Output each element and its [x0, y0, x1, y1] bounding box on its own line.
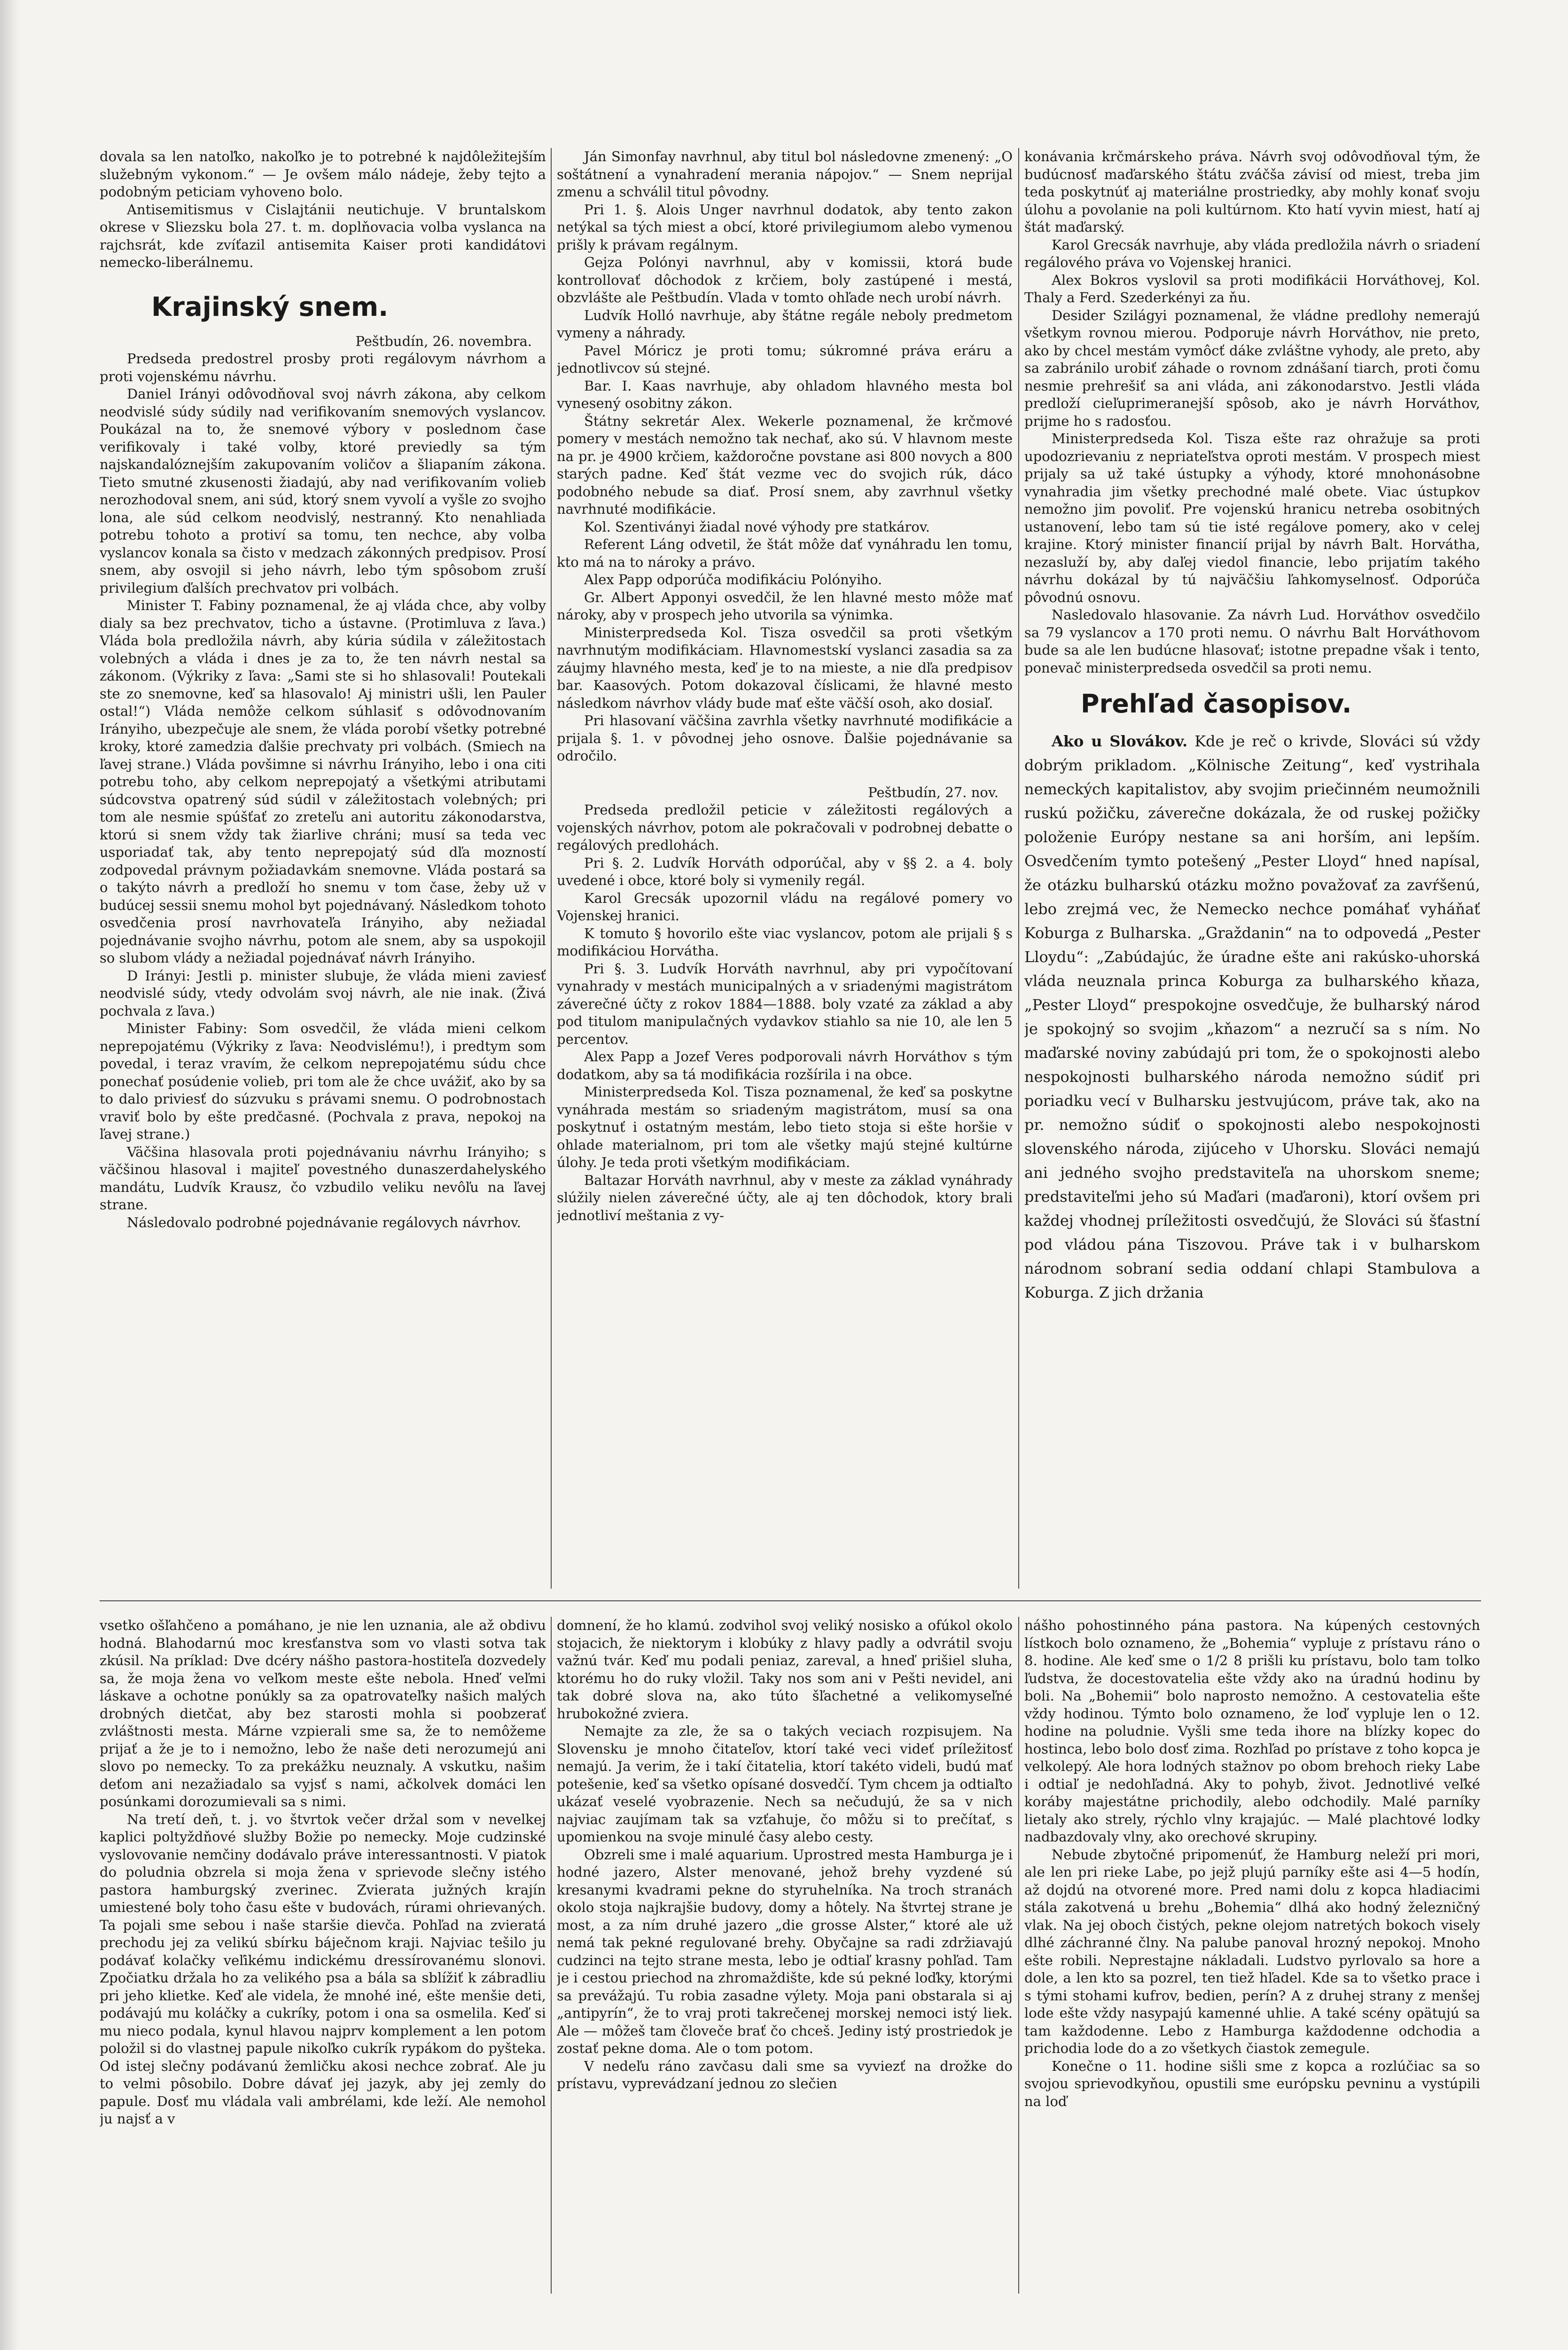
article-paragraph: Predseda predostrel prosby proti regálovym návrhom a proti vojenskému návrhu. — [100, 351, 546, 384]
antisemitism-paragraph: Antisemitismus v Cislajtánii neutichuje. V bruntalskom okrese v Sliezsku bola 27. t. m. doplňovacia volba vyslanca na rajchsrát, kde zvíťazil antisemita Kaiser proti kandidátovi nemecko-liberálnemu. — [100, 201, 546, 270]
article-paragraph: nášho pohostinného pána pastora. Na kúpených cestovných lístkoch bolo oznameno, že „Bohemia“ vypluje z prístavu ráno o 8. hodine. Ale keď sme o 1/2 8 prišli ku prístavu, bolo tam tolko ľudstva, že docestovatelia ešte vždy ako na úradnú hodinu by boli. Na „Bohemii“ bolo naprosto nemožno. A cestovatelia ešte vždy hodinou. Týmto bolo oznameno, že loď vypluje len o 12. hodine na poludnie. Vyšli sme teda ihore na blízky kopec do hostinca, lebo bolo dosť zima. Rozhľad po prístave z toho kopca je velkolepý. Ale hora lodných stažnov po obom brehoch rieky Labe i odtiaľ je nedohľadná. Aky to pohyb, život. Jednotlivé veľké koráby majestátne prichodily, alebo odchodily. Malé parníky lietaly ako strely, rýchlo vlny krajajúc. — Malé plachtové lodky nadbazdovaly vlny, ako orechové skrupiny. — [1024, 1617, 1480, 1845]
column-2-bottom — [557, 1617, 1013, 2294]
article-paragraph: Konečne o 11. hodine sišli sme z kopca a rozlúčiac sa so svojou sprievodkyňou, opustili sme európsku pevninu a vystúpili na loď — [1024, 2058, 1480, 2109]
article-paragraph: Väčšina hlasovala proti pojednávaniu návrhu Irányiho; s väčšinou hlasoval i majiteľ povestného dunaszerdahelyského mandátu, Ludvík Krausz, čo vzbudilo veliku nevôľu na ľavej strane. — [100, 1144, 546, 1213]
column-divider — [551, 1617, 552, 2294]
column-2-top — [557, 148, 1013, 1589]
dateline: Peštbudín, 26. novembra. — [355, 333, 532, 349]
article-paragraph: Minister T. Fabiny poznamenal, že aj vláda chce, aby volby dialy sa bez prechvatov, ticho a ústavne. (Protimluva z ľava.) Vláda bola predložila návrh, aby kúria súdila v záležitostach volebných a vláda i dnes je za to, že ten návrh nestal sa zákonom. (Výkriky z ľava: „Sami ste si ho shlasovali! Poutekali ste zo snemovne, keď sa hlasovalo! Aj ministri ušli, len Pauler ostal!“) Vláda nemôže celkom súhlasiť s odôvodnovaním Irányiho, ubezpečuje ale snem, že vláda porobí všetky potrebné kroky, ktoré zamedzia ďalšie prechvaty pri volbách. (Smiech na ľavej strane.) Vláda povšimne si návrhu Irányiho, lebo i ona citi potrebu toho, aby celkom neprepojatý a všetkými atributami súdcovstva opatrený súd súdil v záležitostach volebných; pri tom ale nesmie spúšťať zo zreteľu ani autoritu zákonodarstva, ktorú si snem vždy tak žiarlive chráni; musí sa teda vec usporiadať tak, aby tento neprepojatý súd dľa mozností zodpovedal právnym požiadavkám snemovne. Vláda postará sa o takýto návrh a predloží ho snemu v tom čase, žeby už v budúcej sessii snemu mohol byt pojednávaný. Následkom tohoto osvedčenia prosí navrhovateľa Irányiho, aby nežiadal pojednávanie svojho návrhu, potom ale snem, aby sa uspokojil so slubom vlády a nežiadal pojednávať návrh Irányiho. — [100, 597, 546, 966]
article-paragraph: vsetko ošľahčeno a pomáhano, je nie len uznania, ale až obdivu hodná. Blahodarnú moc kresťanstva som vo vlasti sotva tak zkúsil. Na príklad: Dve dcéry nášho pastora-hostiteľa dozvedely sa, že moja žena vo veľkom meste ešte nebola. Hneď veľmi láskave a ochotne ponúkly sa za opatrovateľky našich malých drobných dietčat, aby bez starosti mohla si poobzerať zvláštnosti mesta. Márne vzpierali sme sa, že to nemôžeme prijať a že je to i nemožno, lebo že naše deti nerozumejú ani slovo po nemecky. To za prekážku neuznaly. A vskutku, našim deťom ani nezažiadalo sa vyjsť s nami, ačkolvek domáci len posúnkami dorozumievali sa s nimi. — [100, 1617, 546, 1810]
article-paragraph: domnení, že ho klamú. zodvihol svoj veliký nosisko a ofúkol okolo stojacich, že niektorym i klobúky z hlavy padly a odvrátil svoju važnú tvár. Keď mu podali peniaz, zareval, a hneď prišiel sluha, ktorému ho do ruky vložil. Taky nos som ani v Pešti nevidel, ani tak dobré slova na, ako túto šľachetné a velikomyseľné hrubokožné zviera. — [557, 1617, 1013, 1722]
article-paragraph: D Irányi: Jestli p. minister slubuje, že vláda mieni zaviesť neodvislé súdy, vtedy odvolám svoj návrh, ale nie inak. (Živá pochvala z ľava.) — [100, 967, 546, 1019]
article-paragraph: Pavel Móricz je proti tomu; súkromné práva eráru a jednotlivcov sú stejné. — [557, 342, 1013, 376]
article-paragraph: K tomuto § hovorilo ešte viac vyslancov, potom ale prijali § s modifikáciou Horvátha. — [557, 925, 1013, 959]
article-paragraph: Alex Bokros vyslovil sa proti modifikácii Horváthovej, Kol. Thaly a Ferd. Szederkényi za ňu. — [1024, 272, 1480, 306]
press-review-paragraph — [1024, 729, 1480, 1305]
article-paragraph: Štátny sekretár Alex. Wekerle poznamenal, že krčmové pomery v mestách nemožno tak nechať, ako sú. V hlavnom meste na pr. je 4900 krčiem, každoročne povstane asi 800 novych a 800 starých padne. Keď štát vezme vec do svojich rúk, dáco podobného nebude sa diať. Prosí snem, aby zavrhnul všetky navrhnuté modifikácie. — [557, 413, 1013, 517]
article-paragraph: Ludvík Holló navrhuje, aby štátne regále neboly predmetom vymeny a náhrady. — [557, 307, 1013, 341]
article-paragraph: Kol. Szentiványi žiadal nové výhody pre statkárov. — [584, 518, 930, 535]
article-paragraph: Bar. I. Kaas navrhuje, aby ohladom hlavného mesta bol vynesený osobitny zákon. — [557, 377, 1013, 411]
article-paragraph: konávania krčmárskeho práva. Návrh svoj odôvodňoval tým, že budúcnosť maďarského štátu zváčša závisí od miest, treba jim teda poskytnúť aj materiálne prostriedky, aby mohly konať svoju úlohu a povolanie na poli kultúrnom. Kto hatí vyvin miest, hatí aj štát maďarský. — [1024, 149, 1480, 235]
article-paragraph: Gr. Albert Apponyi osvedčil, že len hlavné mesto môže mať nároky, aby v prospech jeho utvorila sa výnimka. — [557, 589, 1013, 623]
article-paragraph: Ministerpredseda Kol. Tisza osvedčil sa proti všetkým navrhnutým modifikáciam. Hlavnomestskí vyslanci zasadia sa za záujmy hlavného mesta, keď je to na mieste, a nie dľa predpisov bar. Kaasových. Potom dokazoval číslicami, že hlavné mesto následkom návrhov vlády bude mať ešte väčší osoh, ako dosiaľ. — [557, 624, 1013, 711]
article-paragraph: Nebude zbytočné pripomenúť, že Hamburg neleží pri mori, ale len pri rieke Labe, po jejž plujú parníky ešte asi 4—5 hodín, až dojdú na otvorené more. Pred nami dolu z kopca hladiacimi stála zakotvená u brehu „Bohemia“ dlhá ako hodný železničný vlak. Na jej oboch čistých, pekne olejom natretých bokoch visely dlhé záchranné člny. Na palube panoval hrozný nepokoj. Mnoho ešte robili. Neprestajne nákladali. Ludstvo pyrlovalo sa hore a dole, a len kto sa pozrel, ten tiež hľadel. Kde sa to všetko prace i s tými stohami kufrov, bedien, perín? A z druhej strany z menšej lode ešte vždy nasypajú kamenné uhlie. A také scény opätujú sa tam každodenne. Lebo z Hamburga každodenne odchodia a prichodia lode do a zo všetkych čiastok zemegule. — [1024, 1846, 1480, 2056]
article-paragraph: Alex Papp a Jozef Veres podporovali návrh Horváthov s tým dodatkom, aby sa tá modifikácia rozšírila i na obce. — [557, 1049, 1013, 1082]
column-divider — [1018, 148, 1019, 1589]
section-heading-prehlad-casopisov: Prehľad časopisov. — [1081, 689, 1352, 719]
column-3-top — [1024, 148, 1480, 1589]
article-paragraph: Minister Fabiny: Som osvedčil, že vláda mieni celkom neprepojatému (Výkriky z ľava: Neodvislému!), i predtym som povedal, i teraz vravím, že celkom neprepojatému súdu chce ponechať posúdenie volieb, pri tom ale že chce uvážiť, ako by sa to dalo priviesť do súzvuku s právami snemu. O podrobnostach vraviť bolo by ešte predčasné. (Pochvala z prava, nepokoj na ľavej strane.) — [100, 1020, 546, 1142]
lead-in: Ako u Slovákov. — [1052, 732, 1188, 750]
article-paragraph: Karol Grecsák upozornil vládu na regálové pomery vo Vojenskej hranici. — [557, 890, 1013, 924]
article-paragraph: Daniel Irányi odôvodňoval svoj návrh zákona, aby celkom neodvislé súdy súdily nad verifikovaním snemových vyslancov. Poukázal na to, že snemové výbory v poslednom čase verifikovaly i také volby, ktoré previedly sa tým najskandalóznejším zakupovaním voličov a šliapaním zákona. Tieto smutné zkusenosti žiadajú, aby nad verifikovaním volieb nerozhodoval snem, ani súd, ktorý snem vyvolí a vyšle zo svojho lona, ale súd celkom neodvislý, nestranný. Kto nenahliada potrebu tohoto a protiví sa tomu, ten nechce, aby volba vyslancov konala sa čisto v medzach zákonných predpisov. Prosí snem, aby osvojil si jeho návrh, lebo tým spôsobom zruší privilegium ďalších prechvatov pri volbách. — [100, 386, 546, 596]
article-paragraph: Ministerpredseda Kol. Tisza ešte raz ohražuje sa proti upodozrievaniu z nepriateľstva oproti mestám. V prospech miest prijaly sa už také ústupky a výhody, ktoré mnohonásobne vynahradia jim všetky prechodné malé obete. Viac ústupkov nemožno jim povoliť. Pre vojenskú hranicu netreba osobitných ustanovení, lebo tam sú tie isté regálove pomery, ako v celej krajine. Ktorý minister financií prijal by návrh Balt. Horvátha, nezasluží by, aby daľej viedol financie, lebo prijatím takého návrhu dokázal by tú najväčšiu ľahkomyselnosť. Odporúča pôvodnú osnovu. — [1024, 431, 1480, 605]
press-review-text: Kde je reč o krivde, Slováci sú vždy dobrým prikladom. „Kölnische Zeitung“, keď vystrihala nemeckých kapitalistov, aby svojim priečinném neumožnili ruskú požičku, záverečne dokázala, že od ruskej požičky položenie Európy nestane sa ani horším, ani lepším. Osvedčením tymto potešený „Pester Lloyd“ hned napísal, že otázku bulharskú otázku možno považovať za zavŕšenú, lebo zrejmá vec, že Nemecko nechce pomáhať vyháňať Koburga z Bulharska. „Graždanin“ na to odpovedá „Pester Lloydu“: „Zabúdajúc, že úradne ešte ani rakúsko-uhorská vláda neuznala princa Koburga za bulharského kňaza, „Pester Lloyd“ prespokojne osvedčuje, že bulharský národ je spokojný so svojim „kňazom“ a nezručí sa s ním. No maďarské noviny zabúdajú pri tom, že o spokojnosti alebo nespokojnosti bulharského národa nemožno súdiť pri poriadku vecí v Bulharsku jestvujúcom, práve tak, ako na pr. nemožno súdiť o spokojnosti alebo nespokojnosti slovenského národa, zijúceho v Uhorsku. Slováci nemajú ani jedného svojho predstaviteľa na uhorskom sneme; predstaviteľmi jeho sú Maďari (maďaroni), ktorí ovšem pri každej vhodnej príležitosti osvedčujú, že Slováci sú šťastní pod vládou pána Tiszovou. Práve tak i v bulharskom národnom sobraní sedia oddaní chlapi Stambulova a Koburga. Z jich držania — [1024, 732, 1480, 1301]
article-paragraph: Ministerpredseda Kol. Tisza poznamenal, že keď sa poskytne vynáhrada mestám so sriadeným magistrátom, musí sa ona poskytnuť i ostatným mestám, lebo tieto stoja si ešte horšie v ohlade materialnom, pri tom ale všetky majú stejné kultúrne úlohy. Je teda proti všetkým modifikáciam. — [557, 1084, 1013, 1170]
article-paragraph: Referent Láng odvetil, že štát môže dať vynáhradu len tomu, kto má na to nároky a právo. — [557, 536, 1013, 570]
article-paragraph: V nedeľu ráno zavčasu dali sme sa vyviezť na drožke do prístavu, vyprevádzaní jednou zo slečien — [557, 2058, 1013, 2092]
article-paragraph: Pri §. 3. Ludvík Horváth navrhnul, aby pri vypočítovaní vynahrady v mestách municipalných a v sriadenými magistrátom záverečné účty z rokov 1884—1888. boly vzaté za základ a aby pod titulom manipulačných vydavkov stiahlo sa nie 10, ale len 5 percentov. — [557, 960, 1013, 1047]
column-divider — [1018, 1617, 1019, 2294]
article-paragraph: Predseda predložil peticie v záležitosti regálových a vojenských návrhov, potom ale pokračovali v podrobnej debatte o regálových predlohách. — [557, 802, 1013, 853]
article-paragraph: Alex Papp odporúča modifikáciu Polónyiho. — [584, 572, 882, 588]
section-divider — [100, 1600, 1481, 1601]
column-divider — [551, 148, 552, 1589]
article-paragraph: Baltazar Horváth navrhnul, aby v meste za základ vynáhrady slúžily nielen záverečné účty, ale aj ten dôchodok, ktory brali jednotliví meštania z vy- — [557, 1172, 1013, 1223]
article-paragraph: Pri §. 2. Ludvík Horváth odporúčal, aby v §§ 2. a 4. boly uvedené i obce, ktoré boly si vymenily regál. — [557, 854, 1013, 888]
article-paragraph: Ján Simonfay navrhnul, aby titul bol následovne zmenený: „O soštátnení a vynahradení merania nápojov.“ — Snem neprijal zmenu a schválil titul pôvodny. — [557, 149, 1013, 200]
page-edge-shadow — [0, 0, 19, 2350]
article-paragraph: Nasledovalo hlasovanie. Za návrh Lud. Horváthov osvedčilo sa 79 vyslancov a 170 proti nemu. O návrhu Balt Horváthovom bude sa ale len budúcne hlasovať; istotne prepadne však i tento, ponevač ministerpredseda osvedčil sa proti nemu. — [1024, 607, 1480, 676]
article-paragraph: Pri hlasovaní väčšina zavrhla všetky navrhnuté modifikácie a prijala §. 1. v pôvodnej jeho osnove. Ďalšie pojednávanie sa odročilo. — [557, 713, 1013, 764]
article-paragraph: Nemajte za zle, že sa o takých veciach rozpisujem. Na Slovensku je mnoho čitateľov, ktorí také veci videť príležitosť nemajú. Ja verim, že i takí čitatelia, ktorí takéto videli, budú mať potešenie, keď sa všetko opísané dosvedčí. Tym chcem ja odtiaľto ukázať veselé vyobrazenie. Nech sa nečudujú, že sa v nich najviac zaujímam tak sa vzťahuje, čo môžu si to prečítať, s upomienkou na svoje minulé časy alebo cesty. — [557, 1723, 1013, 1845]
article-paragraph: Obzreli sme i malé aquarium. Uprostred mesta Hamburga je i hodné jazero, Alster menované, jehož brehy vyzdené sú kresanymi kvadrami pekne do styruhelníka. Na troch stranách okolo stoja najkrajšie budovy, domy a hôtely. Na štvrtej strane je most, a za ním druhé jazero „die grosse Alster,“ ktoré ale už nemá tak pekné regulované brehy. Obyčajne sa radi zdržiavajú cudzinci na tejto strane mesta, lebo je odtiaľ krasny pohľad. Tam je i cestou priechod na zhromaždište, kde sú pekné loďky, ktorými sa prevážajú. Tu robia zasadne výlety. Moja pani obstarala si aj „antipyrín“, že to vraj proti takrečenej morskej nemoci istý liek. Ale — môžeš tam človeče brať čo chceš. Jediny istý prostriedok je zostať pekne doma. Ale o tom potom. — [557, 1846, 1013, 2056]
column-3-bottom — [1024, 1617, 1480, 2294]
article-paragraph: Karol Grecsák navrhuje, aby vláda predložila návrh o sriadení regálového práva vo Vojenskej hranici. — [1024, 236, 1480, 270]
intro-paragraph: dovala sa len natoľko, nakoľko je to potrebné k najdôležitejším služebným vykonom.“ — Je ovšem málo nádeje, žeby tejto a podobným peticiam vyhoveno bolo. — [100, 149, 546, 200]
col1-paragraphs — [100, 350, 546, 1231]
article-paragraph: Následovalo podrobné pojednávanie regálovych návrhov. — [127, 1214, 521, 1230]
article-paragraph: Desider Szilágyi poznamenal, že vládne predlohy nemerajú všetkym rovnou mierou. Podporuje návrh Horváthov, nie preto, ako by chcel mestám vymôcť dáke zvláštne vyhody, ale preto, aby sa zabránilo urobiť záhade o rovnom zdnášaní tiarch, proti čomu nesmie prehrešiť sa ani vláda, ani zákonodarstvo. Jestli vláda predloží cieľuprimeranejší spôsob, ako je návrh Horváthov, prijme ho s radosťou. — [1024, 307, 1480, 429]
dateline: Peštbudín, 27. nov. — [868, 784, 999, 800]
article-paragraph: Gejza Polónyi navrhnul, aby v komissii, ktorá bude kontrollovať dôchodok z krčiem, boly zastúpené i mestá, obzvlášte ale Peštbudín. Vlada v tomto ohľade nech urobí návrh. — [557, 254, 1013, 306]
article-paragraph: Na tretí deň, t. j. vo štvrtok večer držal som v nevelkej kaplici poltyždňové služby Božie po nemecky. Moje cudzinské vyslovovanie nemčiny dodávalo práve interessantnosti. V piatok do poludnia obzrela si moja žena v sprievode slečny istého pastora hamburgský zverinec. Zvierata južných krajín umiestené boly toho času ešte v budovách, rúrami ohrievaných. Ta pojali sme sebou i naše staršie dievča. Pohľad na zvieratá prechodu jej za velikú sbírku báječnom kraji. Najviac tešilo ju podávať kolačky veľikému indickému dressírovanému slonovi. Zpočiatku držala ho za velikého psa a bála sa sblížiť k zábradliu pri jeho klietke. Keď ale videla, že mnohé iné, ešte menšie deti, podávajú mu koláčky a cukríky, potom i ona sa osmelila. Keď si mu nieco podala, kynul hlavou najprv komplement a len potom položil si do vlastnej papule nikoľko cukrík rypákom do pyšteka. Od istej slečny podávanú žemličku akosi nechce zobrať. Ale ju to velmi pôsobilo. Dobre dávať jej jazyk, aby jej zemly do papule. Dosť mu vládala vali ambrélami, kde leží. Ale nemohol ju najsť a v — [100, 1811, 546, 2127]
section-heading-krajinsky-snem: Krajinský snem. — [151, 291, 389, 322]
article-paragraph: Pri 1. §. Alois Unger navrhnul dodatok, aby tento zakon netýkal sa tých miest a obcí, ktoré privilegiumom alebo vymenou prišly k právam regálnym. — [557, 201, 1013, 253]
column-1-bottom — [100, 1617, 546, 2294]
column-1-top — [100, 148, 546, 1589]
